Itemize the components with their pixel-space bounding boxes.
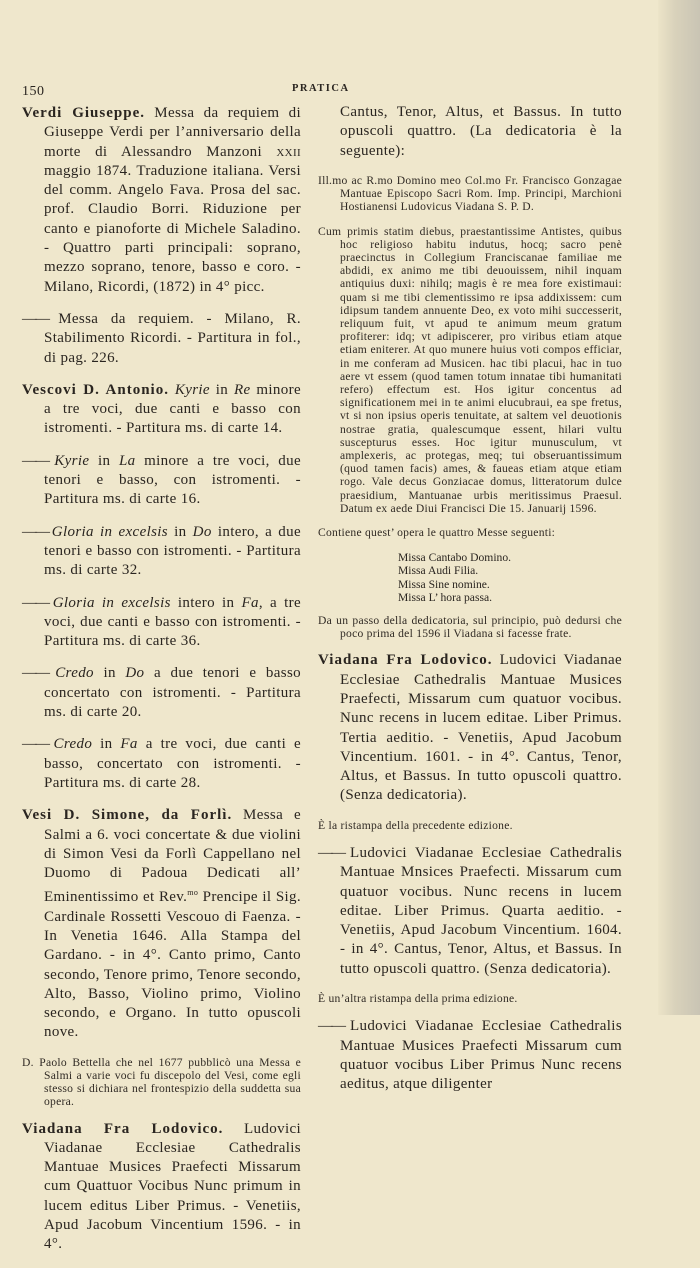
- text-run: intero in: [170, 594, 242, 611]
- text-run: È un’altra ristampa della prima edizione.: [318, 992, 518, 1006]
- text-run: Contiene quest’ opera le quattro Messe seguenti:: [318, 525, 556, 539]
- bibliography-subentry: [22, 523, 301, 581]
- text-run: , a tre voci, due canti e basso con istromenti. - Partitura ms. di carte 36.: [44, 594, 301, 650]
- mass-title: Missa Sine nomine.: [398, 577, 490, 591]
- entry-author-heading: Verdi Giuseppe.: [22, 105, 145, 121]
- bibliography-subentry: [22, 452, 301, 510]
- italic-title: Credo: [53, 736, 93, 753]
- mass-title: Missa L’ hora passa.: [398, 590, 493, 604]
- bibliography-entry: [22, 806, 301, 1043]
- small-caps-text: xxii: [276, 143, 301, 160]
- text-run: intero, a due tenori e basso con istromenti. - Partitura ms. di carte 32.: [44, 523, 302, 579]
- text-run: Ill.mo ac R.mo Domino meo Col.mo Fr. Francisco Gonzagae Mantuae Episcopo Sacri Rom. Imp. Principi, Marchioni Hostianensi Ludovicus Viadana S. P. D.: [318, 173, 622, 214]
- text-run: in: [93, 665, 126, 682]
- text-run: Ludovici Viadanae Ecclesiae Cathedralis Mantuae Musices Praefecti Missarum cum Quattuor Vocibus Nunc primum in lucem editus Liber Primus. - Venetiis, Apud Jacobum Vincentium 1596. - in 4°.: [44, 1120, 301, 1253]
- entry-author-heading: Vesi D. Simone, da Forlì.: [22, 807, 233, 824]
- text-run: in: [92, 736, 121, 753]
- italic-title: Fa: [241, 594, 259, 611]
- text-run: Cum primis statim diebus, praestantissime Antistes, quibus hoc religioso habitu indutus, hocq; sacro penè praecinctus in Collegium Franciscanae familiae me abdidi, ex animo me tibi deuouissem, nihil inquam antiquius duxi: nihilq; magis è re mea fore existimaui: quam si me tibi clementissimo re ipsa addixissem: cum idipsum tandem annuente Deo, ex voto mihi successerit, reliquum fuit, vt apud te animum meum gratum profiterer: idq; vt adipiscerer, pro viribus etiam atque etiam eniterer. At quo munere huius voti compos efficiar, in me conferam ad Musicen. hac tibi placui, hac in tuo aere vt essem (quod tamen totum innatae tibi humanitati refero) effectum est. Hos igitur concentus ad significationem mei in te animi elucubraui, ea spe fretus, vt si non ipsius operis tenuitate, at saltem vel deuotionis nostrae gratia, qualescumque essent, hilari vultu suscepturus esses. Hoc igitur munusculum, vt amplexeris, ac protegas, meq; tui obseruantissimum (quod tamen facis) ames, & faueas etiam atque etiam rogo. Vale decus Gonziacae domus, litteratorum dulce praesidium, Mantuanae urbis meritissimus Praesul. Datum ex aede Diui Francisci Die 15. Januarij 1596.: [318, 224, 622, 515]
- text-run: D. Paolo Bettella che nel 1677 pubblicò una Messa e Salmi a varie voci fu discepolo del Vesi, come egli stesso si dichiara nel frontespizio della suddetta sua opera.: [22, 1055, 301, 1109]
- entry-author-heading: Viadana Fra Lodovico.: [318, 652, 493, 669]
- italic-title: Kyrie: [54, 452, 90, 469]
- text-run: Cantus, Tenor, Altus, et Bassus. In tutto opuscoli quattro. (La dedicatoria è la seguente):: [340, 104, 622, 159]
- italic-title: Credo: [55, 665, 94, 682]
- italic-title: Gloria in excelsis: [51, 523, 168, 540]
- editorial-note: [318, 614, 622, 640]
- text-run: in: [89, 452, 119, 469]
- text-run: maggio 1874. Traduzione italiana. Versi del comm. Angelo Fava. Prosa del sac. prof. Claudio Borri. Riduzione per canto e pianoforte di Michele Saladino. - Quattro parti principali: soprano, mezzo soprano, tenore, basso e coro. - Milano, Ricordi, (1872) in 4° picc.: [44, 162, 301, 295]
- editorial-note: [318, 225, 622, 515]
- page-edge-shadow: [658, 0, 700, 1015]
- text-run: Prencipe il Sig. Cardinale Rossetti Vescouo di Faenza. - In Venetia 1646. Alla Stampa del Gardano. - in 4°. Canto primo, Canto secondo, Tenore primo, Tenore secondo, Alto, Basso, Violino primo, Violino secondo, e Organo. In tutto opuscoli nove.: [44, 889, 301, 1041]
- entry-author-heading: Vescovi D. Antonio.: [22, 381, 169, 398]
- text-run: in: [209, 381, 234, 398]
- entry-author-heading: Viadana Fra Lodovico.: [22, 1120, 224, 1137]
- bibliography-subentry: [318, 844, 622, 979]
- text-run: Ludovici Viadanae Ecclesiae Cathedralis Mantuae Musices Praefecti, Missarum cum quatuor vocibus. Nunc recens in lucem editae. Liber Primus. Tertia aeditio. - Venetiis, Apud Jacobum Vincentium. 1601. - in 4°. Cantus, Tenor, Altus, et Bassus. In tutto opuscoli quattro. (Senza dedicatoria).: [340, 652, 623, 804]
- bibliography-subentry: [22, 664, 301, 722]
- text-run: Ludovici Viadanae Ecclesiae Cathedralis Mantuae Mnsices Praefecti. Missarum cum quatuor vocibus. Nunc recens in lucem editae. Liber Primus. Quarta aeditio. - Venetiis, Apud Jacobum Vincentium. 1604. - in 4°. Cantus, Tenor, Altus, et Bassus. In tutto opuscoli quattro. (Senza dedicatoria).: [340, 844, 623, 977]
- mass-title: Missa Cantabo Domino.: [398, 551, 512, 565]
- text-run: Messa e Salmi a 6. voci concertate & due violini di Simon Vesi da Forlì Cappellano nel Duomo di Padoua Dedicati all’ Eminentissimo et Rev.: [44, 807, 301, 906]
- italic-title: Gloria in excelsis: [52, 594, 171, 611]
- text-run: a due tenori e basso concertato con istromenti. - Partitura ms. di carte 20.: [44, 665, 301, 721]
- bibliography-entry: [22, 381, 301, 439]
- editorial-note: [318, 992, 622, 1005]
- bibliography-subentry: [318, 1017, 622, 1094]
- editorial-note: [318, 819, 622, 832]
- italic-title: Do: [192, 523, 212, 540]
- bibliography-entry: [22, 104, 301, 297]
- superscript-text: mo: [187, 888, 199, 898]
- text-run: È la ristampa della precedente edizione.: [318, 818, 513, 832]
- text-run: Da un passo della dedicatoria, sul principio, può dedursi che poco prima del 1596 il Viadana si facesse frate.: [318, 613, 622, 641]
- bibliography-entry: [318, 651, 622, 805]
- italic-title: Kyrie: [174, 381, 210, 398]
- text-run: Messa da requiem. - Milano, R. Stabilimento Ricordi. - Partitura in fol., di pag. 226.: [44, 310, 301, 366]
- editorial-note: [318, 526, 622, 539]
- text-run: in: [167, 523, 193, 540]
- left-column: [22, 104, 301, 1268]
- italic-title: Re: [234, 381, 251, 398]
- italic-title: Fa: [120, 736, 138, 753]
- editorial-note: [22, 1056, 301, 1109]
- running-title: PRATICA: [292, 83, 350, 94]
- mass-list: [318, 551, 622, 604]
- bibliography-subentry: [22, 735, 301, 793]
- text-run: Messa da requiem di Giuseppe Verdi per l’anniversario della morte di Alessandro Manzoni: [44, 105, 301, 160]
- italic-title: La: [118, 452, 136, 469]
- text-run: a tre voci, due canti e basso, concertato con istromenti. - Partitura ms. di carte 28.: [44, 736, 301, 791]
- page-number: 150: [22, 84, 45, 99]
- editorial-note: [318, 174, 622, 214]
- entry-continuation: [318, 103, 622, 161]
- bibliography-subentry: [22, 310, 301, 368]
- right-column: [318, 103, 622, 1107]
- bibliography-entry: [22, 1120, 301, 1255]
- text-run: minore a tre voci, due canti e basso con istromenti. - Partitura ms. di carte 14.: [44, 381, 301, 437]
- bibliography-subentry: [22, 594, 301, 652]
- mass-title: Missa Audi Filia.: [398, 564, 479, 578]
- italic-title: Do: [125, 665, 145, 682]
- text-run: Ludovici Viadanae Ecclesiae Cathedralis Mantuae Musices Praefecti Missarum cum quatuor vocibus Liber Primus Nunc recens aeditus, atque diligenter: [340, 1018, 623, 1093]
- text-run: minore a tre voci, due tenori e basso, con istromenti. - Partitura ms. di carte 16.: [44, 452, 302, 508]
